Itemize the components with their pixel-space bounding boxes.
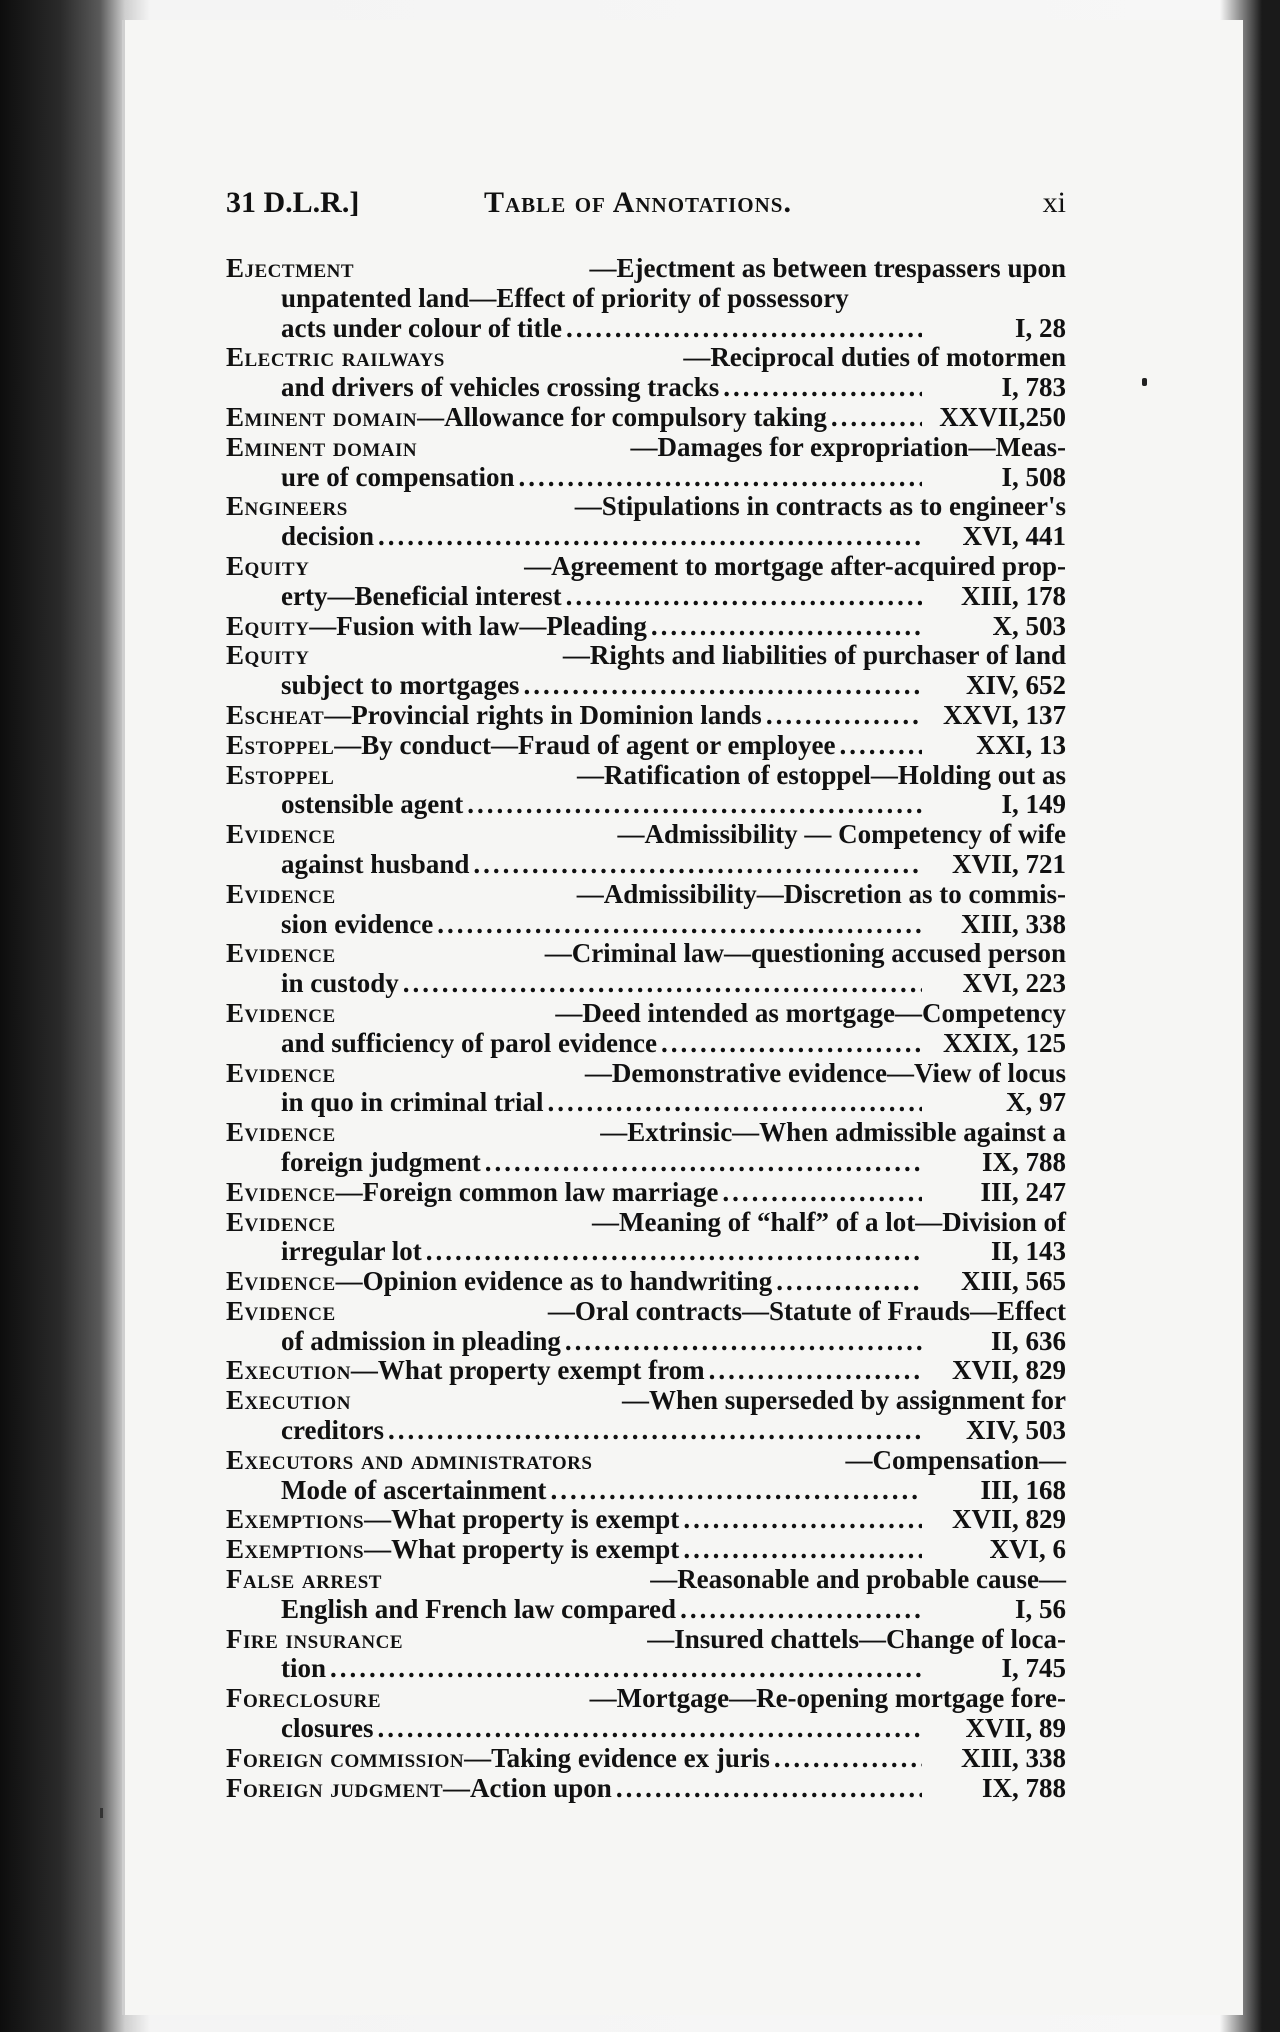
- entry-text: creditors: [281, 1415, 384, 1446]
- index-entry: [226, 641, 1066, 701]
- dot-leader: [709, 1356, 922, 1386]
- ink-speck: [100, 1808, 103, 1818]
- entry-line: [226, 582, 1066, 612]
- index-entry: [226, 1774, 1066, 1804]
- entry-text: in custody: [281, 968, 399, 999]
- entry-line: [226, 1476, 1066, 1506]
- index-entry: [226, 1208, 1066, 1268]
- entry-term: Evidence: [226, 878, 336, 909]
- dot-leader: [437, 910, 922, 940]
- entry-term: Evidence: [226, 1295, 336, 1326]
- index-entry: [226, 1118, 1066, 1178]
- volume-page-reference: XIII, 338: [960, 1742, 1066, 1773]
- entry-text: —Reasonable and probable cause—: [650, 1564, 1066, 1595]
- entry-text: —Deed intended as mortgage—Competency: [555, 997, 1066, 1028]
- entry-line: [226, 1714, 1066, 1744]
- dot-leader: [388, 1416, 922, 1446]
- entry-text: —Damages for expropriation—Meas-: [630, 431, 1066, 462]
- dot-leader: [548, 1088, 922, 1118]
- entry-term: Foreclosure: [226, 1683, 382, 1714]
- dot-leader: [330, 1654, 922, 1684]
- dot-leader: [485, 1148, 922, 1178]
- volume-page-reference: I, 783: [1001, 372, 1066, 403]
- entry-line: [226, 1297, 1066, 1327]
- running-header: [226, 186, 1066, 226]
- index-entry: [226, 999, 1066, 1059]
- page-title: Table of Annotations.: [484, 186, 792, 219]
- dot-leader: [566, 582, 922, 612]
- index-entry: [226, 1744, 1066, 1774]
- entry-text: sion evidence: [281, 908, 434, 939]
- index-entry: [226, 433, 1066, 493]
- volume-page-reference: XXIX, 125: [942, 1027, 1066, 1058]
- entry-line: [226, 790, 1066, 820]
- entry-line: [226, 1565, 1066, 1595]
- volume-page-reference: I, 56: [1014, 1593, 1066, 1624]
- entry-term: Equity: [226, 610, 310, 641]
- entry-line: [226, 701, 1066, 731]
- entry-text: unpatented land—Effect of priority of possessory: [281, 282, 849, 313]
- entry-text: —What property exempt from: [350, 1355, 705, 1386]
- entry-text: ostensible agent: [281, 789, 464, 820]
- page-number: xi: [1042, 186, 1066, 219]
- entry-text: Mode of ascertainment: [281, 1474, 547, 1505]
- ink-speck: [1142, 378, 1147, 386]
- volume-page-reference: III, 247: [980, 1176, 1066, 1207]
- entry-line: [226, 433, 1066, 463]
- volume-reference: 31 D.L.R.]: [226, 186, 360, 219]
- volume-page-reference: XVI, 6: [989, 1534, 1066, 1565]
- entry-text: English and French law compared: [281, 1593, 677, 1624]
- volume-page-reference: XVII, 89: [965, 1713, 1066, 1744]
- index-entry: [226, 1267, 1066, 1297]
- volume-page-reference: XVI, 223: [962, 968, 1066, 999]
- entry-text: closures: [281, 1713, 374, 1744]
- entry-text: —Opinion evidence as to handwriting: [335, 1266, 773, 1297]
- volume-page-reference: XIV, 503: [965, 1415, 1066, 1446]
- entry-line: [226, 939, 1066, 969]
- volume-page-reference: X, 97: [1006, 1087, 1066, 1118]
- entry-line: [226, 1267, 1066, 1297]
- entry-text: decision: [281, 521, 375, 552]
- index-entry: [226, 1297, 1066, 1357]
- entry-line: [226, 1208, 1066, 1238]
- entry-line: [226, 1237, 1066, 1267]
- entry-term: Electric railways: [226, 342, 445, 373]
- dot-leader: [774, 1744, 922, 1774]
- entry-text: —By conduct—Fraud of agent or employee: [334, 729, 836, 760]
- entry-text: subject to mortgages: [281, 670, 520, 701]
- entry-text: —Compensation—: [845, 1444, 1066, 1475]
- dot-leader: [839, 731, 922, 761]
- volume-page-reference: XXVI, 137: [942, 699, 1066, 730]
- dot-leader: [565, 1327, 922, 1357]
- entry-text: ure of compensation: [281, 461, 515, 492]
- entry-line: [226, 820, 1066, 850]
- entry-text: foreign judgment: [281, 1146, 481, 1177]
- entry-term: Escheat: [226, 699, 325, 730]
- entry-text: —Insured chattels—Change of loca-: [647, 1623, 1066, 1654]
- entry-term: False arrest: [226, 1564, 382, 1595]
- volume-page-reference: I, 149: [1001, 789, 1066, 820]
- volume-page-reference: XVII, 829: [951, 1504, 1066, 1535]
- entry-line: [226, 1744, 1066, 1774]
- volume-page-reference: XVI, 441: [962, 521, 1066, 552]
- entry-text: in quo in criminal trial: [281, 1087, 544, 1118]
- entry-line: [226, 284, 1066, 314]
- entry-term: Estoppel: [226, 759, 335, 790]
- entry-text: of admission in pleading: [281, 1325, 561, 1356]
- entry-text: —Criminal law—questioning accused person: [544, 938, 1066, 969]
- entry-text: —What property is exempt: [364, 1504, 680, 1535]
- volume-page-reference: XXVII,250: [939, 401, 1066, 432]
- entry-term: Evidence: [226, 997, 336, 1028]
- entry-line: [226, 522, 1066, 552]
- entry-line: [226, 1029, 1066, 1059]
- volume-page-reference: I, 745: [1001, 1653, 1066, 1684]
- entry-line: [226, 1178, 1066, 1208]
- entry-text: —Oral contracts—Statute of Frauds—Effect: [547, 1295, 1066, 1326]
- entry-line: [226, 373, 1066, 403]
- entry-text: and sufficiency of parol evidence: [281, 1027, 657, 1058]
- entry-term: Equity: [226, 640, 310, 671]
- dot-leader: [426, 1237, 922, 1267]
- entry-line: [226, 671, 1066, 701]
- index-entry: [226, 880, 1066, 940]
- entry-text: acts under colour of title: [281, 312, 562, 343]
- entry-term: Foreign judgment: [226, 1772, 444, 1803]
- dot-leader: [519, 463, 923, 493]
- volume-page-reference: XXI, 13: [975, 729, 1066, 760]
- dot-leader: [722, 1178, 922, 1208]
- index-entry: [226, 1386, 1066, 1446]
- entry-line: [226, 761, 1066, 791]
- volume-page-reference: XVII, 829: [951, 1355, 1066, 1386]
- dot-leader: [403, 969, 922, 999]
- entry-line: [226, 731, 1066, 761]
- index-entry: [226, 701, 1066, 731]
- dot-leader: [661, 1029, 922, 1059]
- entry-line: [226, 463, 1066, 493]
- entry-line: [226, 1595, 1066, 1625]
- index-entry: [226, 1625, 1066, 1685]
- volume-page-reference: I, 28: [1014, 312, 1066, 343]
- entry-text: —Meaning of “half” of a lot—Division of: [591, 1206, 1066, 1237]
- dot-leader: [550, 1476, 922, 1506]
- volume-page-reference: XVII, 721: [951, 848, 1066, 879]
- entry-line: [226, 969, 1066, 999]
- index-entry: [226, 939, 1066, 999]
- entry-text: —Reciprocal duties of motormen: [683, 342, 1066, 373]
- entry-line: [226, 910, 1066, 940]
- entry-term: Eminent domain: [226, 431, 418, 462]
- entry-line: [226, 492, 1066, 522]
- dot-leader: [680, 1595, 922, 1625]
- entry-line: [226, 1625, 1066, 1655]
- volume-page-reference: IX, 788: [981, 1146, 1066, 1177]
- index-entry: [226, 492, 1066, 552]
- entry-text: —Fusion with law—Pleading: [309, 610, 647, 641]
- dot-leader: [616, 1774, 922, 1804]
- entry-line: [226, 1356, 1066, 1386]
- index-entry: [226, 1684, 1066, 1744]
- index-entry: [226, 731, 1066, 761]
- index-entry: [226, 1446, 1066, 1506]
- entry-term: Evidence: [226, 1176, 336, 1207]
- index-entry: [226, 1565, 1066, 1625]
- dot-leader: [651, 612, 922, 642]
- entry-line: [226, 641, 1066, 671]
- index-entry: [226, 761, 1066, 821]
- entry-text: and drivers of vehicles crossing tracks: [281, 372, 720, 403]
- volume-page-reference: II, 143: [990, 1236, 1066, 1267]
- entry-term: Evidence: [226, 1057, 336, 1088]
- entry-line: [226, 343, 1066, 373]
- entry-term: Foreign commission: [226, 1742, 465, 1773]
- volume-page-reference: XIV, 652: [965, 670, 1066, 701]
- entry-text: —Provincial rights in Dominion lands: [324, 699, 762, 730]
- entry-text: —Allowance for compulsory taking: [417, 401, 827, 432]
- dot-leader: [831, 403, 922, 433]
- entry-term: Evidence: [226, 1206, 336, 1237]
- entry-term: Evidence: [226, 938, 336, 969]
- dot-leader: [766, 701, 922, 731]
- entry-term: Evidence: [226, 1117, 336, 1148]
- entry-text: —Demonstrative evidence—View of locus: [584, 1057, 1066, 1088]
- entry-line: [226, 850, 1066, 880]
- entry-text: —What property is exempt: [364, 1534, 680, 1565]
- dot-leader: [473, 850, 922, 880]
- dot-leader: [566, 314, 922, 344]
- index-entry: [226, 1356, 1066, 1386]
- entry-text: against husband: [281, 848, 470, 879]
- dot-leader: [378, 1714, 923, 1744]
- entry-text: —Ejectment as between trespassers upon: [589, 253, 1066, 283]
- entry-line: [226, 1774, 1066, 1804]
- entry-line: [226, 1654, 1066, 1684]
- volume-page-reference: X, 503: [992, 610, 1066, 641]
- volume-page-reference: I, 508: [1001, 461, 1066, 492]
- entry-text: —Ratification of estoppel—Holding out as: [576, 759, 1066, 790]
- index-entry: [226, 1178, 1066, 1208]
- index-entry: [226, 1505, 1066, 1535]
- entry-line: [226, 552, 1066, 582]
- entry-text: —Admissibility — Competency of wife: [617, 819, 1066, 850]
- entry-line: [226, 254, 1066, 284]
- index-entry: [226, 552, 1066, 612]
- entry-term: Executors and administrators: [226, 1444, 593, 1475]
- dot-leader: [723, 373, 922, 403]
- entry-text: —Mortgage—Re-opening mortgage fore-: [589, 1683, 1066, 1714]
- dot-leader: [683, 1535, 922, 1565]
- entry-text: —Taking evidence ex juris: [464, 1742, 770, 1773]
- entry-text: irregular lot: [281, 1236, 422, 1267]
- index-entry: [226, 403, 1066, 433]
- entry-line: [226, 1327, 1066, 1357]
- entry-text: —Agreement to mortgage after-acquired prop-: [524, 550, 1066, 581]
- volume-page-reference: III, 168: [980, 1474, 1066, 1505]
- entry-text: —Rights and liabilities of purchaser of land: [562, 640, 1066, 671]
- entry-text: tion: [281, 1653, 327, 1684]
- entry-term: Equity: [226, 550, 310, 581]
- entry-term: Exemptions: [226, 1534, 365, 1565]
- entry-text: —Admissibility—Discretion as to commis-: [576, 878, 1066, 909]
- entry-line: [226, 1059, 1066, 1089]
- entry-line: [226, 403, 1066, 433]
- entry-text: —Stipulations in contracts as to engineer's: [574, 491, 1066, 522]
- entry-text: —Foreign common law marriage: [335, 1176, 719, 1207]
- entry-term: Exemptions: [226, 1504, 365, 1535]
- entry-term: Engineers: [226, 491, 348, 522]
- index-entry: [226, 820, 1066, 880]
- dot-leader: [776, 1267, 922, 1297]
- entry-text: erty—Beneficial interest: [281, 580, 562, 611]
- entry-line: [226, 1505, 1066, 1535]
- entry-line: [226, 1446, 1066, 1476]
- entry-text: —When superseded by assignment for: [621, 1385, 1066, 1416]
- entry-line: [226, 612, 1066, 642]
- volume-page-reference: XIII, 338: [960, 908, 1066, 939]
- entry-term: Ejectment: [226, 253, 355, 283]
- dot-leader: [467, 790, 922, 820]
- entry-line: [226, 1088, 1066, 1118]
- entry-text: —Extrinsic—When admissible against a: [600, 1117, 1066, 1148]
- entry-term: Execution: [226, 1355, 351, 1386]
- annotations-list: [226, 254, 1066, 1803]
- volume-page-reference: XIII, 178: [960, 580, 1066, 611]
- entry-line: [226, 999, 1066, 1029]
- entry-line: [226, 1684, 1066, 1714]
- entry-term: Eminent domain: [226, 401, 418, 432]
- entry-term: Evidence: [226, 819, 336, 850]
- index-entry: [226, 1059, 1066, 1119]
- index-entry: [226, 254, 1066, 343]
- entry-line: [226, 314, 1066, 344]
- entry-term: Evidence: [226, 1266, 336, 1297]
- volume-page-reference: IX, 788: [981, 1772, 1066, 1803]
- dot-leader: [683, 1505, 922, 1535]
- entry-term: Estoppel: [226, 729, 335, 760]
- index-entry: [226, 343, 1066, 403]
- entry-term: Execution: [226, 1385, 351, 1416]
- entry-line: [226, 1416, 1066, 1446]
- entry-term: Fire insurance: [226, 1623, 403, 1654]
- dot-leader: [523, 671, 922, 701]
- entry-line: [226, 1148, 1066, 1178]
- volume-page-reference: XIII, 565: [960, 1266, 1066, 1297]
- entry-line: [226, 1386, 1066, 1416]
- entry-line: [226, 880, 1066, 910]
- entry-line: [226, 1535, 1066, 1565]
- dot-leader: [378, 522, 922, 552]
- index-entry: [226, 612, 1066, 642]
- entry-line: [226, 1118, 1066, 1148]
- index-entry: [226, 1535, 1066, 1565]
- entry-text: —Action upon: [443, 1772, 612, 1803]
- volume-page-reference: II, 636: [990, 1325, 1066, 1356]
